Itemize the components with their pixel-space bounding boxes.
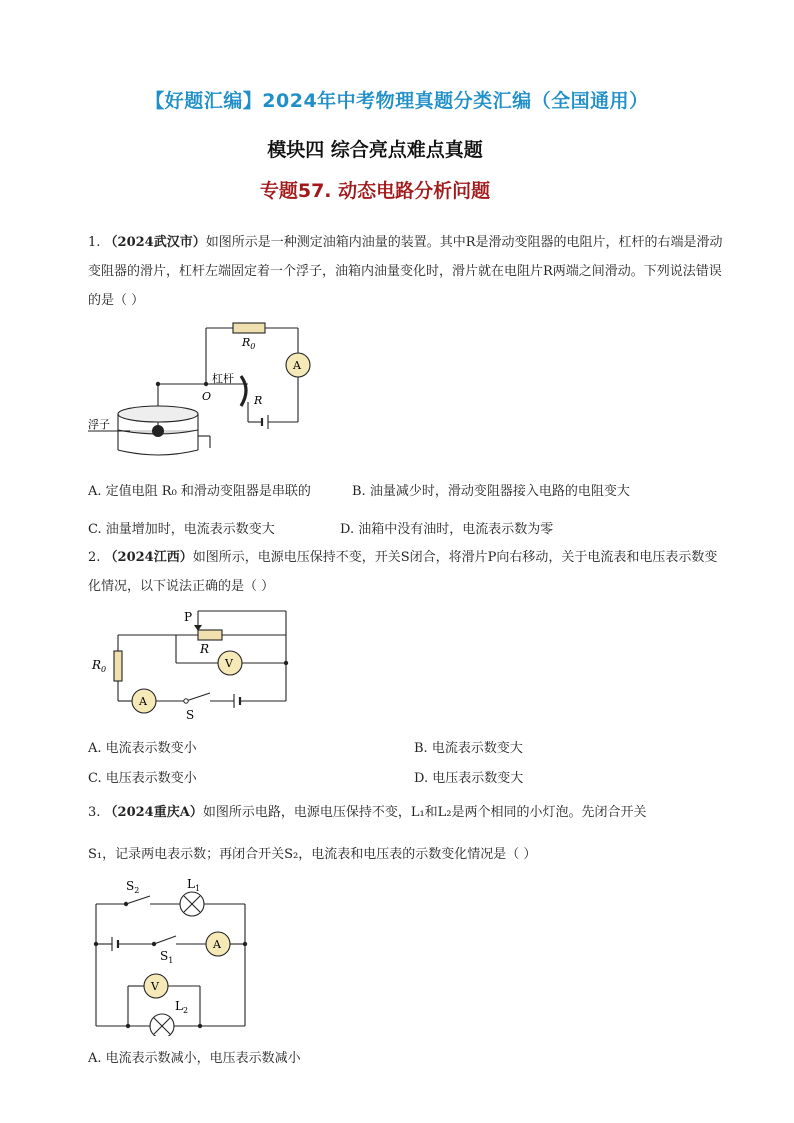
question-1 (88, 228, 728, 315)
question-number: 1. (88, 235, 101, 250)
ammeter-label: A (293, 359, 301, 372)
label-float: 浮子 (88, 418, 110, 431)
voltmeter-label: V (151, 980, 159, 993)
label-l1: $L_1$ (187, 877, 201, 893)
label-pivot: O (202, 390, 212, 403)
q2-option-c: C. 电压表示数变小 (88, 771, 197, 786)
question-stem-part1: 如图所示电路，电源电压保持不变，L₁和L₂是两个相同的小灯泡。先闭合开关 (202, 805, 647, 820)
q1-option-a: A. 定值电阻 R₀ 和滑动变阻器是串联的 (88, 484, 311, 499)
q2-option-d: D. 电压表示数变大 (414, 771, 524, 786)
question-stem: 如图所示，电源电压保持不变，开关S闭合，将滑片P向右移动，关于电流表和电压表示数变化情况，以下说法正确的是（ ） (88, 550, 718, 594)
label-r0: $R_0$ (242, 336, 256, 351)
question-number: 2. (88, 550, 101, 565)
question-source: （2024重庆A） (104, 805, 203, 820)
question-source: （2024武汉市） (104, 235, 206, 250)
voltmeter-label: V (225, 657, 233, 670)
q2-option-b: B. 电流表示数变大 (414, 741, 523, 756)
document-header-title: 【好题汇编】2024年中考物理真题分类汇编（全国通用） (145, 90, 649, 112)
question-number: 3. (88, 805, 101, 820)
ammeter-label: A (213, 938, 221, 951)
label-rheostat-r: R (200, 642, 210, 656)
q2-option-a: A. 电流表示数变小 (88, 741, 197, 756)
label-r0: $R_0$ (92, 658, 107, 674)
question-2 (88, 543, 728, 601)
q3-option-a: A. 电流表示数减小，电压表示数减小 (88, 1051, 301, 1066)
question-3-continued: S₁，记录两电表示数；再闭合开关S₂，电流表和电压表的示数变化情况是（ ） (88, 847, 537, 862)
label-lever: 杠杆 (212, 372, 234, 385)
question-source: （2024江西） (104, 550, 193, 565)
label-s1: $S_1$ (160, 949, 174, 965)
module-title: 模块四 综合亮点难点真题 (267, 139, 483, 161)
q1-option-c: C. 油量增加时，电流表示数变大 (88, 522, 275, 537)
q1-option-d: D. 油箱中没有油时，电流表示数为零 (340, 522, 554, 537)
topic-title: 专题57. 动态电路分析问题 (259, 180, 491, 202)
label-s2: $S_2$ (126, 879, 140, 895)
label-switch-s: S (186, 708, 195, 722)
ammeter-label: A (139, 695, 147, 708)
figure-q3-circuit (88, 876, 253, 1036)
figure-q2-circuit (88, 605, 303, 723)
label-slider-p: P (184, 610, 193, 624)
question-stem: 如图所示是一种测定油箱内油量的装置。其中R是滑动变阻器的电阻片，杠杆的右端是滑动变阻器的滑片，杠杆左端固定着一个浮子，油箱内油量变化时，滑片就在电阻片R两端之间滑动。下列说法错误的是（ ） (88, 235, 723, 308)
q1-option-b: B. 油量减少时，滑动变阻器接入电路的电阻变大 (352, 484, 630, 499)
label-l2: $L_2$ (175, 999, 189, 1015)
label-rheostat: R (254, 394, 263, 407)
figure-oil-gauge-circuit (88, 318, 328, 470)
question-3 (88, 798, 738, 827)
